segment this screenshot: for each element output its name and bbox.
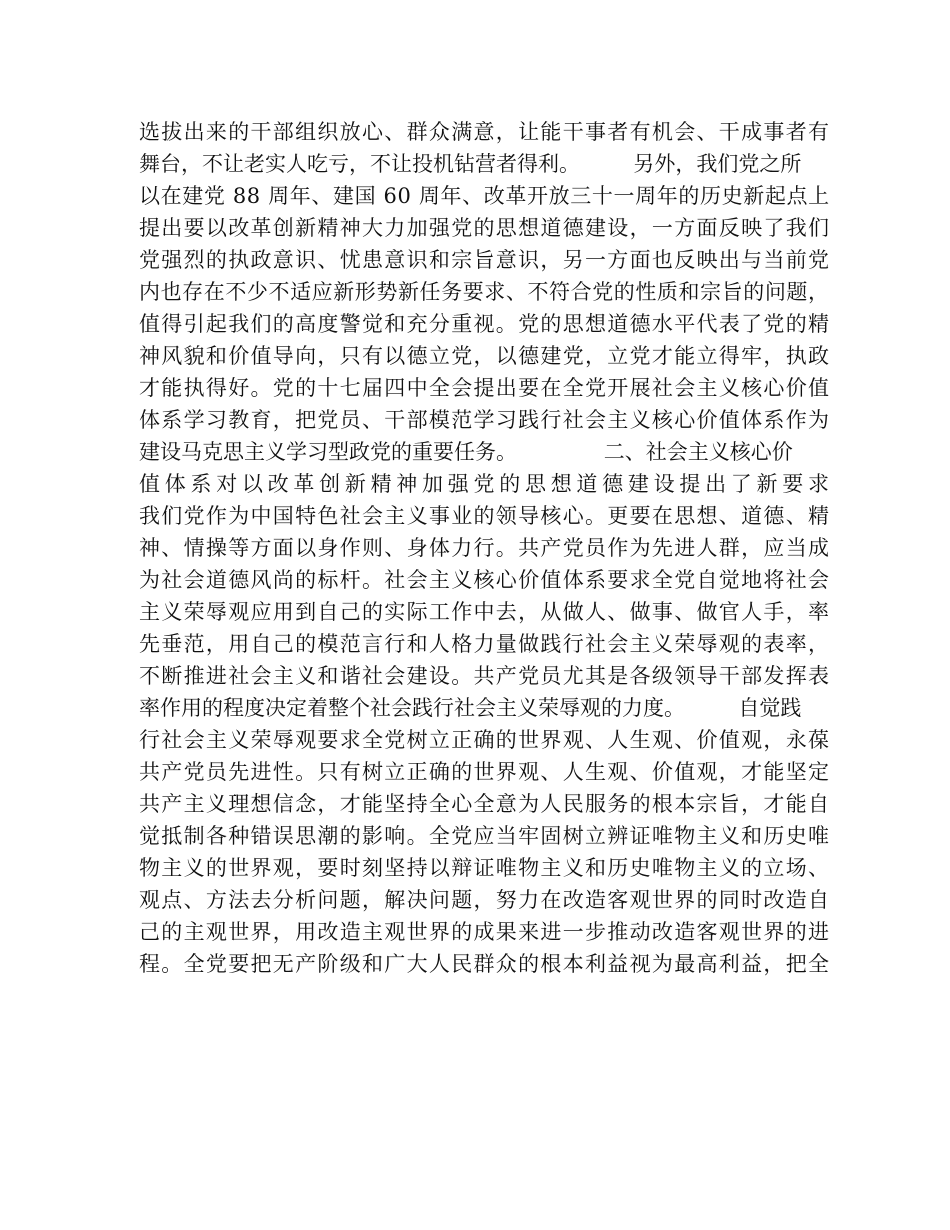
text-line: 己的主观世界，用改造主观世界的成果来进一步推动改造客观世界的进 <box>139 920 831 944</box>
text-line: 以在建党 88 周年、建国 60 周年、改革开放三十一周年的历史新起点上 <box>139 184 830 208</box>
text-line: 先垂范，用自己的模范言行和人格力量做践行社会主义荣辱观的表率， <box>139 632 831 656</box>
text-line: 觉抵制各种错误思潮的影响。全党应当牢固树立辨证唯物主义和历史唯 <box>139 824 831 848</box>
text-line: 神、情操等方面以身作则、身体力行。共产党员作为先进人群，应当成 <box>139 536 831 560</box>
text-line: 我们党作为中国特色社会主义事业的领导核心。更要在思想、道德、精 <box>139 504 831 528</box>
text-line: 观点、方法去分析问题，解决问题，努力在改造客观世界的同时改造自 <box>139 888 831 912</box>
text-line: 值得引起我们的高度警觉和充分重视。党的思想道德水平代表了党的精 <box>139 312 831 336</box>
text-line: 物主义的世界观，要时刻坚持以辩证唯物主义和历史唯物主义的立场、 <box>139 856 831 880</box>
document-body-text <box>139 116 834 980</box>
text-line: 共产主义理想信念，才能坚持全心全意为人民服务的根本宗旨，才能自 <box>139 792 831 816</box>
text-line: 不断推进社会主义和谐社会建设。共产党员尤其是各级领导干部发挥表 <box>139 664 831 688</box>
text-line: 提出要以改革创新精神大力加强党的思想道德建设，一方面反映了我们 <box>139 216 831 240</box>
text-line: 行社会主义荣辱观要求全党树立正确的世界观、人生观、价值观，永葆 <box>139 728 831 752</box>
text-line: 建设马克思主义学习型政党的重要任务。 二、社会主义核心价 <box>139 440 793 464</box>
text-line: 共产党员先进性。只有树立正确的世界观、人生观、价值观，才能坚定 <box>139 760 831 784</box>
text-line: 舞台，不让老实人吃亏，不让投机钻营者得利。 另外，我们党之所 <box>139 152 802 176</box>
text-line: 党强烈的执政意识、忧患意识和宗旨意识，另一方面也反映出与当前党 <box>139 248 831 272</box>
text-line: 才能执得好。党的十七届四中全会提出要在全党开展社会主义核心价值 <box>139 376 831 400</box>
text-line: 选拔出来的干部组织放心、群众满意，让能干事者有机会、干成事者有 <box>139 120 831 144</box>
text-line: 为社会道德风尚的标杆。社会主义核心价值体系要求全党自觉地将社会 <box>139 568 831 592</box>
text-line: 神风貌和价值导向，只有以德立党，以德建党，立党才能立得牢，执政 <box>139 344 831 368</box>
text-line: 内也存在不少不适应新形势新任务要求、不符合党的性质和宗旨的问题， <box>139 280 830 304</box>
text-line: 值体系对以改革创新精神加强党的思想道德建设提出了新要求 <box>139 472 834 496</box>
text-line: 体系学习教育，把党员、干部模范学习践行社会主义核心价值体系作为 <box>139 408 831 432</box>
text-line: 程。全党要把无产阶级和广大人民群众的根本利益视为最高利益，把全 <box>139 952 831 976</box>
text-line: 主义荣辱观应用到自己的实际工作中去，从做人、做事、做官人手，率 <box>139 600 831 624</box>
text-line: 率作用的程度决定着整个社会践行社会主义荣辱观的力度。 自觉践 <box>139 696 802 720</box>
